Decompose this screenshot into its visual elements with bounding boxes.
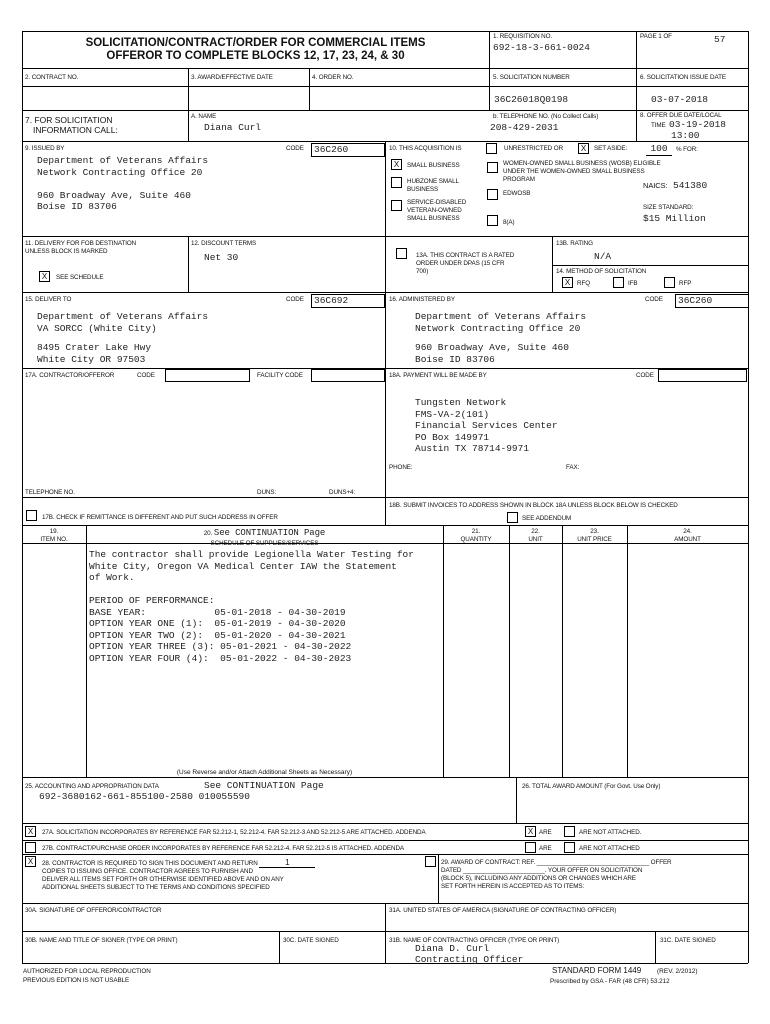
submit-invoices-label: 18B. SUBMIT INVOICES TO ADDRESS SHOWN IN BLOCK 18A UNLESS BLOCK BELOW IS CHECKED bbox=[389, 502, 678, 509]
deliver-to-label: 15. DELIVER TO bbox=[25, 296, 72, 303]
duns4-label: DUNS+4: bbox=[329, 489, 356, 496]
27b-are-not-checkbox[interactable] bbox=[564, 842, 575, 853]
see-addendum-label: SEE ADDENDUM bbox=[522, 515, 572, 522]
accounting-data[interactable]: 692-3680162-661-855100-2580 010055590 bbox=[39, 791, 250, 802]
col-number: 21. bbox=[471, 528, 481, 535]
title-line-1: SOLICITATION/CONTRACT/ORDER FOR COMMERCIAL ITEMS bbox=[85, 37, 426, 49]
solicitation-info-label bbox=[25, 115, 118, 135]
delivery-label: 11. DELIVERY FOR FOB DESTINATION UNLESS BLOCK IS MARKED bbox=[25, 240, 137, 255]
hubzone-label: HUBZONE SMALL BUSINESS bbox=[407, 178, 459, 193]
rfp-label: RFP bbox=[679, 280, 692, 287]
solicitation-date-label: 6. SOLICITATION ISSUE DATE bbox=[640, 74, 726, 81]
deliver-code[interactable]: 36C692 bbox=[311, 294, 385, 308]
address-line: Tungsten Network bbox=[415, 397, 507, 408]
27b-are-not-label: ARE NOT ATTACHED bbox=[579, 845, 640, 852]
date-signed-31c-label: 31C. DATE SIGNED bbox=[660, 937, 716, 944]
wosb-checkbox[interactable] bbox=[487, 162, 498, 173]
method-label: 14. METHOD OF SOLICITATION bbox=[556, 268, 647, 275]
address-line bbox=[415, 334, 586, 342]
clause-29-line: DATED ________________________. YOUR OFFER ON SOLICITATION bbox=[441, 867, 643, 874]
footer-previous-edition: PREVIOUS EDITION IS NOT USABLE bbox=[23, 977, 130, 984]
requisition-number[interactable]: 692-18-3-661-0024 bbox=[493, 42, 590, 53]
issued-code-label: CODE bbox=[286, 145, 304, 152]
contractor-code-field[interactable] bbox=[165, 369, 250, 382]
solicitation-number[interactable]: 36C26018Q0198 bbox=[494, 94, 569, 105]
clause-28-text bbox=[42, 859, 315, 892]
27a-are-label: ARE bbox=[539, 829, 552, 836]
rated-order-checkbox[interactable] bbox=[396, 248, 407, 259]
27b-are-label: ARE bbox=[539, 845, 552, 852]
clause-27a-label: 27A. SOLICITATION INCORPORATES BY REFERENCE FAR 52.212-1, 52.212-4. FAR 52.212-3 AND 52.212-5 ARE ATTACHED. ADDENDA bbox=[42, 829, 426, 836]
size-standard-label: SIZE STANDARD: bbox=[643, 204, 694, 211]
address-line: Austin TX 78714-9971 bbox=[415, 443, 530, 454]
info-label-line-1: 7. FOR SOLICITATION bbox=[25, 115, 113, 125]
27a-are-not-label: ARE NOT ATTACHED. bbox=[579, 829, 642, 836]
col-quantity bbox=[443, 528, 509, 544]
solicitation-number-label: 5. SOLICITATION NUMBER bbox=[493, 74, 570, 81]
rating-value[interactable]: N/A bbox=[594, 251, 612, 262]
schedule-description: The contractor shall provide Legionella Water Testing for White City, Oregon VA Medical Center IAW the Statement of Work. PERIOD OF PERFORMANCE: BASE YEAR: 05-01-2018 - 04-30-2019 OPTION YEAR ONE (1): 05-01-2019 - 04-30-2020 OPTION YEAR TWO (2): 05-01-2020 - 04-30-2021 OPTION YEAR THREE (3): 05-01-2021 - 04-30-2022 OPTION YEAR FOUR (4): 05-01-2022 - 04-30-2023 bbox=[89, 549, 414, 664]
telephone-number[interactable]: 208-429-2031 bbox=[490, 122, 559, 133]
order-no-label: 4. ORDER NO. bbox=[312, 74, 354, 81]
address-line: 960 Broadway Ave, Suite 460 bbox=[415, 342, 569, 353]
officer-signature-field[interactable] bbox=[386, 917, 747, 930]
address-line: VA SORCC (White City) bbox=[37, 322, 157, 334]
size-standard-value[interactable]: $15 Million bbox=[643, 213, 706, 224]
clause-27b-label: 27B. CONTRACT/PURCHASE ORDER INCORPORATES BY REFERENCE FAR 52.212-4. FAR 52.212-5 IS ATTACHED. ADDENDA bbox=[42, 845, 404, 852]
address-line: Network Contracting Office 20 bbox=[37, 166, 203, 178]
deliver-to-address bbox=[37, 311, 208, 365]
address-line: White City OR 97503 bbox=[37, 353, 146, 365]
small-business-label: SMALL BUSINESS bbox=[407, 162, 460, 169]
col-number: 22. bbox=[531, 528, 540, 535]
col-unit-price bbox=[562, 528, 627, 544]
clause-29-text bbox=[441, 859, 746, 891]
address-line: PO Box 149971 bbox=[415, 431, 490, 443]
offer-due-date[interactable]: 03-19-2018 bbox=[669, 119, 727, 130]
ifb-label: IFB bbox=[628, 280, 638, 287]
set-aside-checkbox[interactable]: X bbox=[578, 143, 589, 154]
form-title bbox=[24, 37, 487, 63]
acquisition-label: 10. THIS ACQUISITION IS bbox=[389, 145, 462, 152]
officer-name[interactable]: Diana D. Curl bbox=[415, 943, 490, 954]
officer-title[interactable]: Contracting Officer bbox=[415, 954, 524, 965]
clause-29-checkbox[interactable] bbox=[425, 856, 436, 867]
date-signed-30c-label: 30C. DATE SIGNED bbox=[283, 937, 339, 944]
payment-fax-label: FAX: bbox=[566, 464, 580, 471]
col-title: QUANTITY bbox=[460, 536, 492, 543]
col-number: 20. See CONTINUATION Page bbox=[203, 528, 326, 538]
deliver-code-label: CODE bbox=[286, 296, 304, 303]
contractor-code-label: CODE bbox=[137, 372, 155, 379]
admin-code[interactable]: 36C260 bbox=[675, 294, 749, 308]
clause-27b-checkbox[interactable] bbox=[25, 842, 36, 853]
set-aside-label: SET ASIDE: bbox=[594, 145, 628, 152]
address-line: Financial Services Center bbox=[415, 420, 558, 431]
address-line: Department of Veterans Affairs bbox=[37, 311, 209, 322]
accounting-label: 25. ACCOUNTING AND APPROPRIATION DATA bbox=[25, 783, 159, 790]
sdvosb-checkbox[interactable] bbox=[391, 200, 402, 211]
payment-code-field[interactable] bbox=[658, 369, 747, 382]
8a-checkbox[interactable] bbox=[487, 215, 498, 226]
clause-27a-checkbox[interactable]: X bbox=[25, 826, 36, 837]
issued-by-address bbox=[37, 155, 208, 213]
contractor-telephone-label: TELEPHONE NO. bbox=[25, 489, 75, 496]
contractor-label: 17A. CONTRACTOR/OFFEROR bbox=[25, 372, 115, 379]
payment-address bbox=[415, 397, 558, 455]
page-total: 57 bbox=[714, 34, 726, 45]
administered-by-address bbox=[415, 311, 586, 365]
signer-name-label: 30B. NAME AND TITLE OF SIGNER (TYPE OR PRINT) bbox=[25, 937, 178, 944]
admin-code-label: CODE bbox=[645, 296, 663, 303]
telephone-label: b. TELEPHONE NO. (No Collect Calls) bbox=[493, 113, 599, 120]
27a-are-checkbox[interactable]: X bbox=[525, 826, 536, 837]
address-line bbox=[37, 178, 208, 190]
8a-label: 8(A) bbox=[503, 219, 515, 226]
col-title: UNIT bbox=[528, 536, 543, 543]
address-line: 8495 Crater Lake Hwy bbox=[37, 342, 152, 353]
footer-authorized: AUTHORIZED FOR LOCAL REPRODUCTION bbox=[23, 968, 151, 975]
naics-label: NAICS: bbox=[643, 181, 668, 190]
unrestricted-checkbox[interactable] bbox=[486, 143, 497, 154]
hubzone-checkbox[interactable] bbox=[391, 177, 402, 188]
copies-count[interactable]: 1 bbox=[259, 859, 315, 868]
payment-code-label: CODE bbox=[636, 372, 654, 379]
col-number: 24. bbox=[683, 528, 692, 535]
issued-code[interactable]: 36C260 bbox=[311, 143, 385, 157]
address-line: 960 Broadway Ave, Suite 460 bbox=[37, 189, 191, 201]
award-date-label: 3. AWARD/EFFECTIVE DATE bbox=[191, 74, 273, 81]
ifb-checkbox[interactable] bbox=[613, 277, 624, 288]
rfp-checkbox[interactable] bbox=[664, 277, 675, 288]
address-line: Network Contracting Office 20 bbox=[415, 322, 581, 334]
address-line: Department of Veterans Affairs bbox=[37, 155, 209, 166]
27b-are-checkbox[interactable] bbox=[525, 842, 536, 853]
address-line: FMS-VA-2(101) bbox=[415, 408, 490, 420]
payment-phone-label: PHONE: bbox=[389, 464, 413, 471]
footer-revision: (REV. 2/2012) bbox=[657, 968, 698, 975]
col-number: 23. bbox=[590, 528, 599, 535]
requisition-label: 1. REQUISITION NO. bbox=[493, 33, 553, 40]
col-title: UNIT PRICE bbox=[577, 536, 612, 543]
naics-code[interactable]: 541380 bbox=[673, 180, 708, 191]
clause-29-line: 29. AWARD OF CONTRACT: REF. _________________________________ OFFER bbox=[441, 859, 672, 866]
continuation-note: See CONTINUATION Page bbox=[213, 528, 326, 538]
issued-by-label: 9. ISSUED BY bbox=[25, 145, 65, 152]
rfq-label: RFQ bbox=[577, 280, 590, 287]
27a-are-not-checkbox[interactable] bbox=[564, 826, 575, 837]
clause-28-checkbox[interactable]: X bbox=[25, 856, 36, 867]
see-schedule-checkbox[interactable]: X bbox=[39, 271, 50, 282]
col-supplies bbox=[86, 528, 443, 548]
col-title: SCHEDULE OF SUPPLIES/SERVICES bbox=[210, 539, 319, 547]
name-label: A. NAME bbox=[191, 113, 217, 120]
rated-order-label: 13A. THIS CONTRACT IS A RATED ORDER UNDER DPAS (15 CFR 700) bbox=[416, 252, 515, 275]
percent-for-label: % FOR: bbox=[676, 146, 698, 153]
remittance-label: 17B. CHECK IF REMITTANCE IS DIFFERENT AND PUT SUCH ADDRESS IN OFFER bbox=[42, 514, 278, 521]
duns-label: DUNS: bbox=[257, 489, 277, 496]
info-label-line-2: INFORMATION CALL: bbox=[33, 125, 118, 135]
col-unit bbox=[509, 528, 562, 544]
edwosb-label: EDWOSB bbox=[503, 190, 531, 197]
address-line: Boise ID 83706 bbox=[37, 201, 117, 212]
contract-no-label: 2. CONTRACT NO. bbox=[25, 74, 79, 81]
edwosb-checkbox[interactable] bbox=[487, 189, 498, 200]
clause-29-line: SET FORTH HEREIN IS ACCEPTED AS TO ITEMS: bbox=[441, 883, 585, 890]
address-line: Department of Veterans Affairs bbox=[415, 311, 587, 322]
solicitation-issue-date[interactable]: 03-07-2018 bbox=[651, 94, 709, 105]
reverse-note: (Use Reverse and/or Attach Additional Sheets as Necessary) bbox=[176, 769, 353, 776]
clause-28-line: COPIES TO ISSUING OFFICE. CONTRACTOR AGREES TO FURNISH AND bbox=[42, 868, 253, 875]
set-aside-percent[interactable]: 100 bbox=[646, 143, 672, 156]
offer-due-time-label: TIME bbox=[651, 122, 666, 129]
clause-28-line: 28. CONTRACTOR IS REQUIRED TO SIGN THIS DOCUMENT AND RETURN 1 bbox=[42, 859, 315, 868]
offer-due-label: 8. OFFER DUE DATE/LOCAL bbox=[640, 112, 722, 119]
accounting-continuation: See CONTINUATION Page bbox=[204, 780, 324, 791]
col-title: AMOUNT bbox=[674, 536, 701, 543]
payment-label: 18A. PAYMENT WILL BE MADE BY bbox=[389, 372, 487, 379]
remittance-checkbox[interactable] bbox=[26, 510, 37, 521]
sdvosb-label: SERVICE-DISABLED VETERAN-OWNED SMALL BUSINESS bbox=[407, 199, 467, 222]
col-title: ITEM NO. bbox=[40, 536, 68, 543]
col-item-no bbox=[22, 528, 86, 544]
unrestricted-label: UNRESTRICTED OR bbox=[504, 145, 564, 152]
officer-signature-label: 31A. UNITED STATES OF AMERICA (SIGNATURE OF CONTRACTING OFFICER) bbox=[389, 907, 617, 914]
title-line-2: OFFEROR TO COMPLETE BLOCKS 12, 17, 23, 24, & 30 bbox=[106, 50, 405, 62]
offeror-signature-field[interactable] bbox=[22, 917, 384, 930]
footer-form-number: STANDARD FORM 1449 bbox=[552, 966, 642, 975]
see-schedule-label: SEE SCHEDULE bbox=[56, 274, 104, 281]
officer-name-label: 31B. NAME OF CONTRACTING OFFICER (TYPE OR PRINT) bbox=[389, 937, 560, 944]
footer-prescribed: Prescribed by GSA - FAR (48 CFR) 53.212 bbox=[550, 978, 670, 985]
col-amount bbox=[627, 528, 748, 544]
total-award-label: 26. TOTAL AWARD AMOUNT (For Govt. Use Only) bbox=[522, 783, 661, 790]
wosb-label: WOMEN-OWNED SMALL BUSINESS (WOSB) ELIGIBLE UNDER THE WOMEN-OWNED SMALL BUSINESS PROGRAM bbox=[503, 160, 661, 183]
address-line: Boise ID 83706 bbox=[415, 353, 495, 365]
rfq-checkbox[interactable]: X bbox=[562, 277, 573, 288]
rating-label: 13B. RATING bbox=[556, 240, 593, 247]
contact-name[interactable]: Diana Curl bbox=[204, 122, 262, 133]
page-label: PAGE 1 OF bbox=[640, 33, 672, 40]
administered-by-label: 16. ADMINISTERED BY bbox=[389, 296, 455, 303]
address-line bbox=[37, 334, 208, 342]
discount-terms-label: 12. DISCOUNT TERMS bbox=[191, 240, 257, 247]
clause-28-line: ADDITIONAL SHEETS SUBJECT TO THE TERMS AND CONDITIONS SPECIFIED bbox=[42, 884, 270, 891]
see-addendum-checkbox[interactable] bbox=[507, 512, 518, 523]
facility-code-label: FACILITY CODE bbox=[257, 372, 303, 379]
clause-28-line: DELIVER ALL ITEMS SET FORTH OR OTHERWISE IDENTIFIED ABOVE AND ON ANY bbox=[42, 876, 284, 883]
discount-terms[interactable]: Net 30 bbox=[204, 252, 239, 263]
col-number: 19. bbox=[49, 528, 59, 535]
facility-code-field[interactable] bbox=[311, 369, 385, 382]
offer-due-time[interactable]: 13:00 bbox=[671, 130, 700, 141]
clause-29-line: (BLOCK 5), INCLUDING ANY ADDITIONS OR CHANGES WHICH ARE bbox=[441, 875, 636, 882]
small-business-checkbox[interactable]: X bbox=[391, 159, 402, 170]
offeror-signature-label: 30A. SIGNATURE OF OFFEROR/CONTRACTOR bbox=[25, 907, 162, 914]
